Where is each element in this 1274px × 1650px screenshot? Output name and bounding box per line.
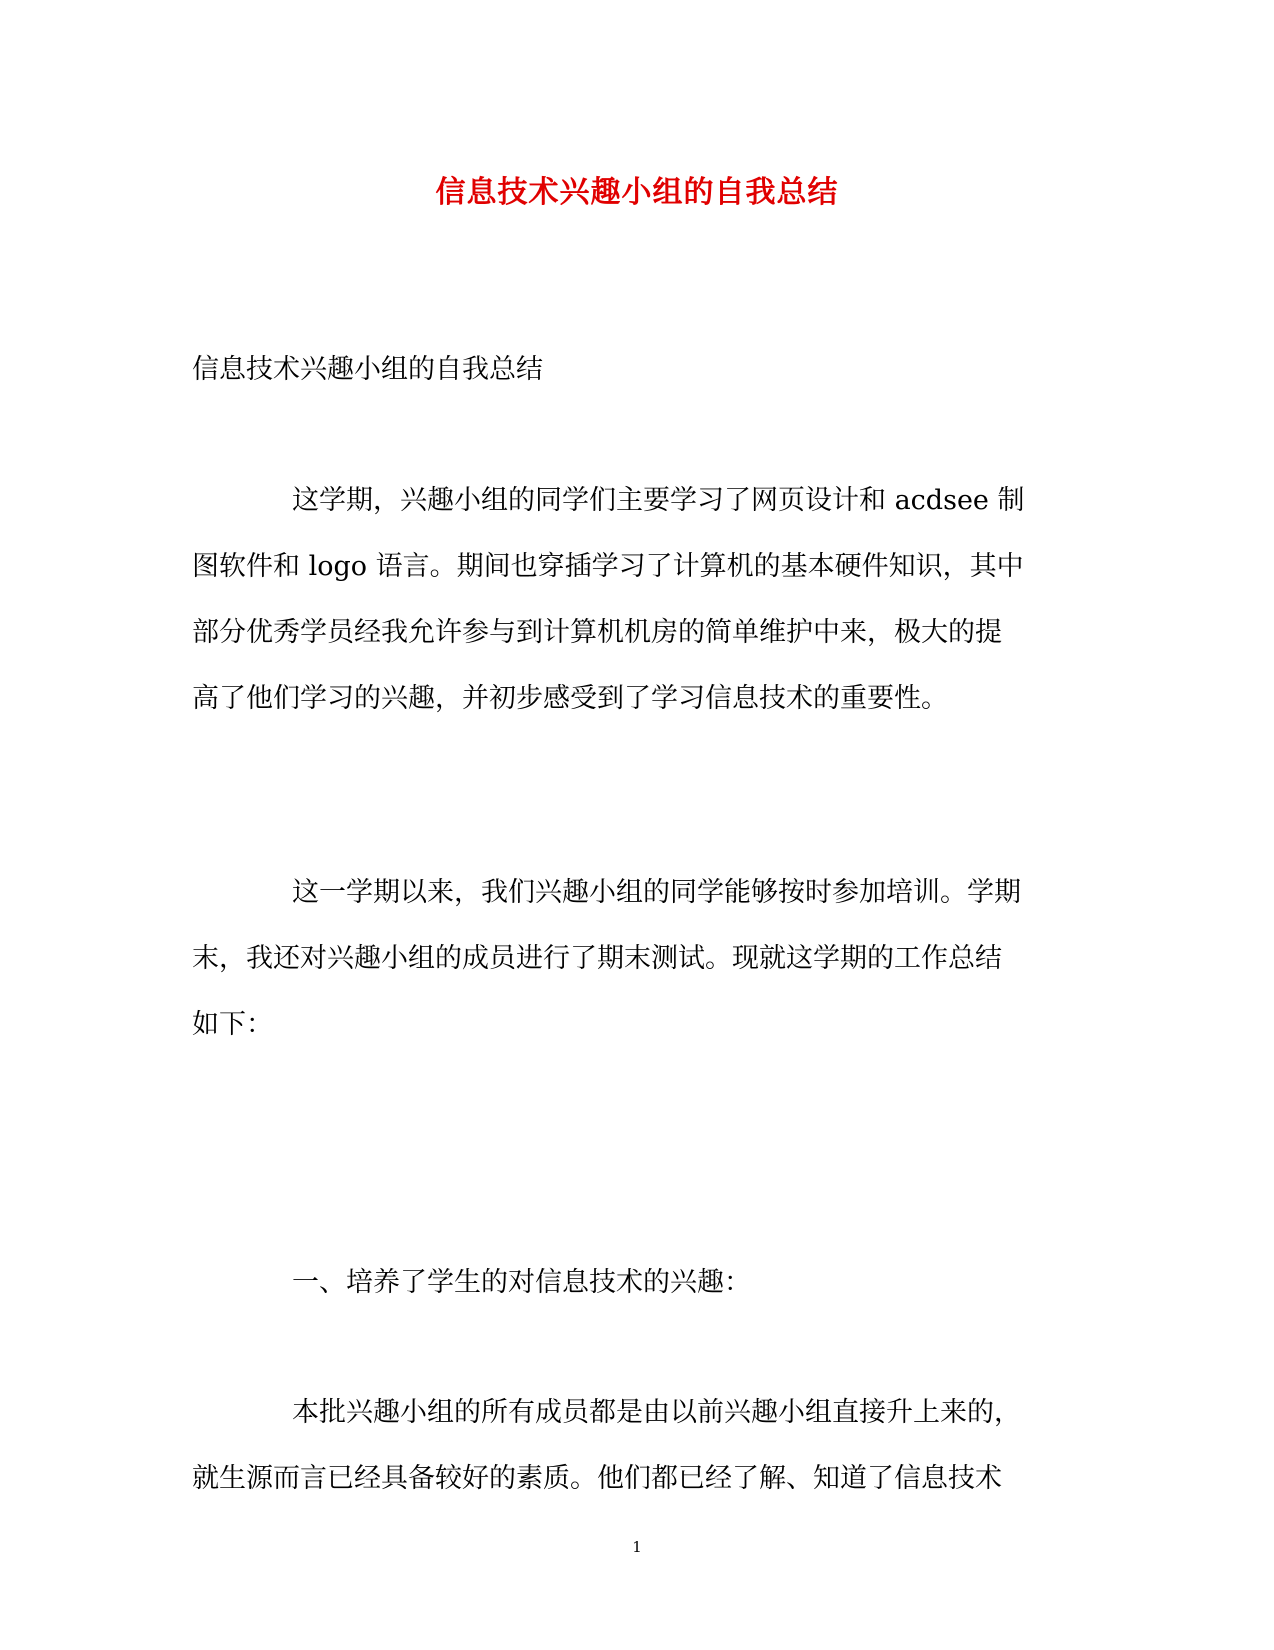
paragraph-line: 这一学期以来，我们兴趣小组的同学能够按时参加培训。学期 (292, 877, 1021, 908)
paragraph-line: 本批兴趣小组的所有成员都是由以前兴趣小组直接升上来的， (292, 1397, 1021, 1428)
paragraph-line: 末，我还对兴趣小组的成员进行了期末测试。现就这学期的工作总结 (192, 943, 1002, 974)
paragraph-line: 如下： (192, 1009, 273, 1040)
section-heading (192, 1250, 1082, 1316)
paragraph-line: 部分优秀学员经我允许参与到计算机机房的简单维护中来，极大的提 (192, 617, 1002, 648)
section-heading-line: 一、培养了学生的对信息技术的兴趣： (292, 1267, 751, 1298)
document-subtitle: 信息技术兴趣小组的自我总结 (192, 354, 543, 385)
paragraph-line: 这学期，兴趣小组的同学们主要学习了网页设计和 acdsee 制 (292, 485, 1025, 516)
page-number: 1 (632, 1538, 642, 1556)
paragraph-line: 高了他们学习的兴趣，并初步感受到了学习信息技术的重要性。 (192, 683, 948, 714)
paragraph-line: 就生源而言已经具备较好的素质。他们都已经了解、知道了信息技术 (192, 1463, 1002, 1494)
paragraph-line: 图软件和 logo 语言。期间也穿插学习了计算机的基本硬件知识，其中 (192, 551, 1024, 582)
paragraph-2 (192, 860, 1082, 1058)
paragraph-1 (192, 468, 1082, 732)
document-title: 信息技术兴趣小组的自我总结 (435, 175, 839, 210)
paragraph-3 (192, 1380, 1082, 1512)
